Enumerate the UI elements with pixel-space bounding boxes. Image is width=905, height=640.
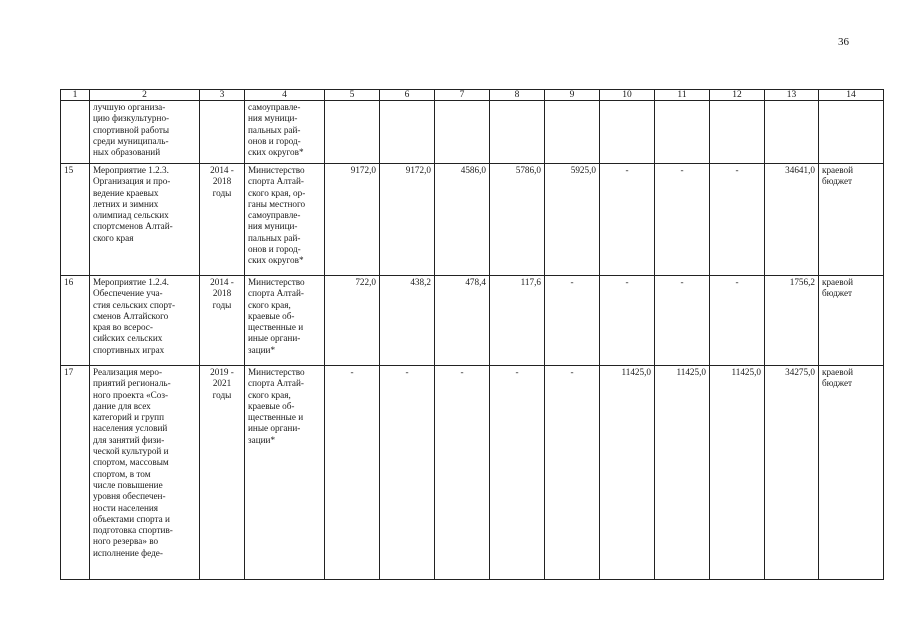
text-line: бюджет — [822, 378, 853, 389]
text-line: цию физкультурно- — [93, 113, 170, 124]
value-cell — [490, 101, 545, 164]
value-cell: 4586,0 — [435, 164, 490, 276]
value-cell: 1756,2 — [765, 276, 819, 366]
text-line: годы — [212, 187, 232, 198]
row-number-cell: 15 — [61, 164, 90, 276]
value-cell: - — [600, 276, 655, 366]
value-cell: 117,6 — [490, 276, 545, 366]
value-cell: - — [655, 276, 710, 366]
value-cell: 9172,0 — [325, 164, 380, 276]
column-number-cell: 4 — [245, 90, 325, 101]
column-number-row — [61, 90, 884, 101]
source-cell — [819, 366, 884, 580]
text-line: ния муници- — [248, 221, 298, 232]
column-number-cell: 10 — [600, 90, 655, 101]
text-line: населения условий — [93, 423, 168, 434]
text-line: 2018 — [212, 176, 232, 187]
table-row — [61, 366, 884, 580]
value-cell: - — [545, 276, 600, 366]
text-line: спортивных играх — [93, 344, 165, 355]
source-cell — [819, 164, 884, 276]
text-line: ских округов* — [248, 255, 304, 266]
text-line: летних и зимних — [93, 198, 159, 209]
table-row — [61, 164, 884, 276]
text-line: спортсменов Алтай- — [93, 221, 173, 232]
value-cell: 478,4 — [435, 276, 490, 366]
text-line: онов и город- — [248, 244, 301, 255]
value-cell: 5925,0 — [545, 164, 600, 276]
text-line: зации* — [248, 434, 276, 445]
text-line: края во всерос- — [93, 322, 153, 333]
text-line: спортивной работы — [93, 124, 170, 135]
text-line: зации* — [248, 344, 276, 355]
value-cell: - — [710, 164, 765, 276]
measure-name-cell — [90, 101, 200, 164]
value-cell — [435, 101, 490, 164]
text-line: Министерство — [248, 367, 305, 377]
value-cell: 9172,0 — [380, 164, 435, 276]
text-line: числе повышение — [93, 479, 163, 490]
text-line: спорта Алтай- — [248, 176, 304, 187]
value-cell: 11425,0 — [710, 366, 765, 580]
period-cell — [200, 276, 245, 366]
value-cell: - — [710, 276, 765, 366]
text-line: ческой культурой и — [93, 446, 169, 457]
value-cell — [545, 101, 600, 164]
column-number-cell: 2 — [90, 90, 200, 101]
source-cell — [819, 276, 884, 366]
text-line: Реализация меро- — [93, 367, 163, 377]
value-cell: - — [545, 366, 600, 580]
text-line: спорта Алтай- — [248, 378, 304, 389]
text-line: ского края, ор- — [248, 187, 306, 198]
value-cell: - — [380, 366, 435, 580]
row-number-cell — [61, 101, 90, 164]
value-cell — [380, 101, 435, 164]
text-line: ного резерва» во — [93, 536, 159, 547]
text-line: ского края, — [248, 389, 291, 400]
program-table — [60, 89, 884, 580]
column-number-cell: 13 — [765, 90, 819, 101]
text-line: ского края — [93, 232, 134, 243]
column-number-cell: 7 — [435, 90, 490, 101]
measure-name-cell — [90, 366, 200, 580]
table-row — [61, 276, 884, 366]
text-line: ганы местного — [248, 198, 306, 209]
text-line: краевой — [822, 165, 853, 175]
text-line: подготовка спортив- — [93, 525, 173, 536]
column-number-cell: 6 — [380, 90, 435, 101]
text-line: олимпиад сельских — [93, 210, 169, 221]
text-line: ного проекта «Соз- — [93, 389, 169, 400]
text-line: пальных рай- — [248, 124, 301, 135]
text-line: годы — [212, 389, 232, 400]
text-line: краевой — [822, 367, 853, 377]
text-line: Министерство — [248, 165, 305, 175]
text-line: бюджет — [822, 288, 853, 299]
text-line: годы — [212, 299, 232, 310]
value-cell — [325, 101, 380, 164]
text-line: ведение краевых — [93, 187, 159, 198]
value-cell: 722,0 — [325, 276, 380, 366]
text-line: объектами спорта и — [93, 513, 170, 524]
text-line: дание для всех — [93, 400, 151, 411]
text-line: сийских сельских — [93, 333, 163, 344]
measure-name-cell — [90, 164, 200, 276]
text-line: 2019 - — [210, 367, 234, 377]
text-line: 2014 - — [210, 165, 234, 175]
period-cell — [200, 164, 245, 276]
text-line: краевые об- — [248, 310, 295, 321]
value-cell: 34275,0 — [765, 366, 819, 580]
text-line: ского края, — [248, 299, 291, 310]
column-number-cell: 3 — [200, 90, 245, 101]
measure-name-cell — [90, 276, 200, 366]
text-line: ных образований — [93, 147, 161, 158]
value-cell: 11425,0 — [600, 366, 655, 580]
executor-cell — [245, 101, 325, 164]
value-cell: - — [490, 366, 545, 580]
column-number-cell: 14 — [819, 90, 884, 101]
text-line: бюджет — [822, 176, 853, 187]
period-cell — [200, 101, 245, 164]
row-number-cell: 17 — [61, 366, 90, 580]
text-line: стия сельских спорт- — [93, 299, 176, 310]
value-cell — [710, 101, 765, 164]
page-number: 36 — [838, 36, 849, 48]
table-row-continuation — [61, 101, 884, 164]
column-number-cell: 11 — [655, 90, 710, 101]
text-line: Министерство — [248, 277, 305, 287]
text-line: иные органи- — [248, 423, 301, 434]
text-line: онов и город- — [248, 135, 301, 146]
text-line: Мероприятие 1.2.3. — [93, 165, 169, 175]
column-number-cell: 1 — [61, 90, 90, 101]
column-number-cell: 12 — [710, 90, 765, 101]
value-cell — [600, 101, 655, 164]
period-cell — [200, 366, 245, 580]
text-line: щественные и — [248, 412, 304, 423]
text-line: ских округов* — [248, 147, 304, 158]
text-line: краевые об- — [248, 400, 295, 411]
value-cell: 34641,0 — [765, 164, 819, 276]
text-line: Мероприятие 1.2.4. — [93, 277, 169, 287]
text-line: лучшую организа- — [93, 102, 166, 112]
row-number-cell: 16 — [61, 276, 90, 366]
text-line: 2018 — [212, 288, 232, 299]
text-line: ности населения — [93, 502, 159, 513]
value-cell — [765, 101, 819, 164]
value-cell: - — [655, 164, 710, 276]
text-line: самоуправле- — [248, 102, 301, 112]
text-line: спорта Алтай- — [248, 288, 304, 299]
value-cell: 438,2 — [380, 276, 435, 366]
text-line: пальных рай- — [248, 232, 301, 243]
column-number-cell: 9 — [545, 90, 600, 101]
value-cell: - — [600, 164, 655, 276]
text-line: сменов Алтайского — [93, 310, 169, 321]
value-cell: 11425,0 — [655, 366, 710, 580]
value-cell: - — [435, 366, 490, 580]
column-number-cell: 8 — [490, 90, 545, 101]
text-line: 2021 — [212, 378, 232, 389]
text-line: среди муниципаль- — [93, 135, 169, 146]
text-line: уровня обеспечен- — [93, 491, 166, 502]
value-cell: 5786,0 — [490, 164, 545, 276]
text-line: категорий и групп — [93, 412, 164, 423]
text-line: для занятий физи- — [93, 434, 165, 445]
text-line: иные органи- — [248, 333, 301, 344]
text-line: ния муници- — [248, 113, 298, 124]
text-line: Организация и про- — [93, 176, 171, 187]
text-line: 2014 - — [210, 277, 234, 287]
executor-cell — [245, 276, 325, 366]
value-cell: - — [325, 366, 380, 580]
text-line: щественные и — [248, 322, 304, 333]
text-line: самоуправле- — [248, 210, 301, 221]
text-line: спортом, в том — [93, 468, 151, 479]
text-line: исполнение феде- — [93, 547, 163, 558]
source-cell — [819, 101, 884, 164]
text-line: краевой — [822, 277, 853, 287]
executor-cell — [245, 164, 325, 276]
value-cell — [655, 101, 710, 164]
text-line: спортом, массовым — [93, 457, 169, 468]
text-line: Обеспечение уча- — [93, 288, 163, 299]
text-line: приятий региональ- — [93, 378, 171, 389]
executor-cell — [245, 366, 325, 580]
column-number-cell: 5 — [325, 90, 380, 101]
